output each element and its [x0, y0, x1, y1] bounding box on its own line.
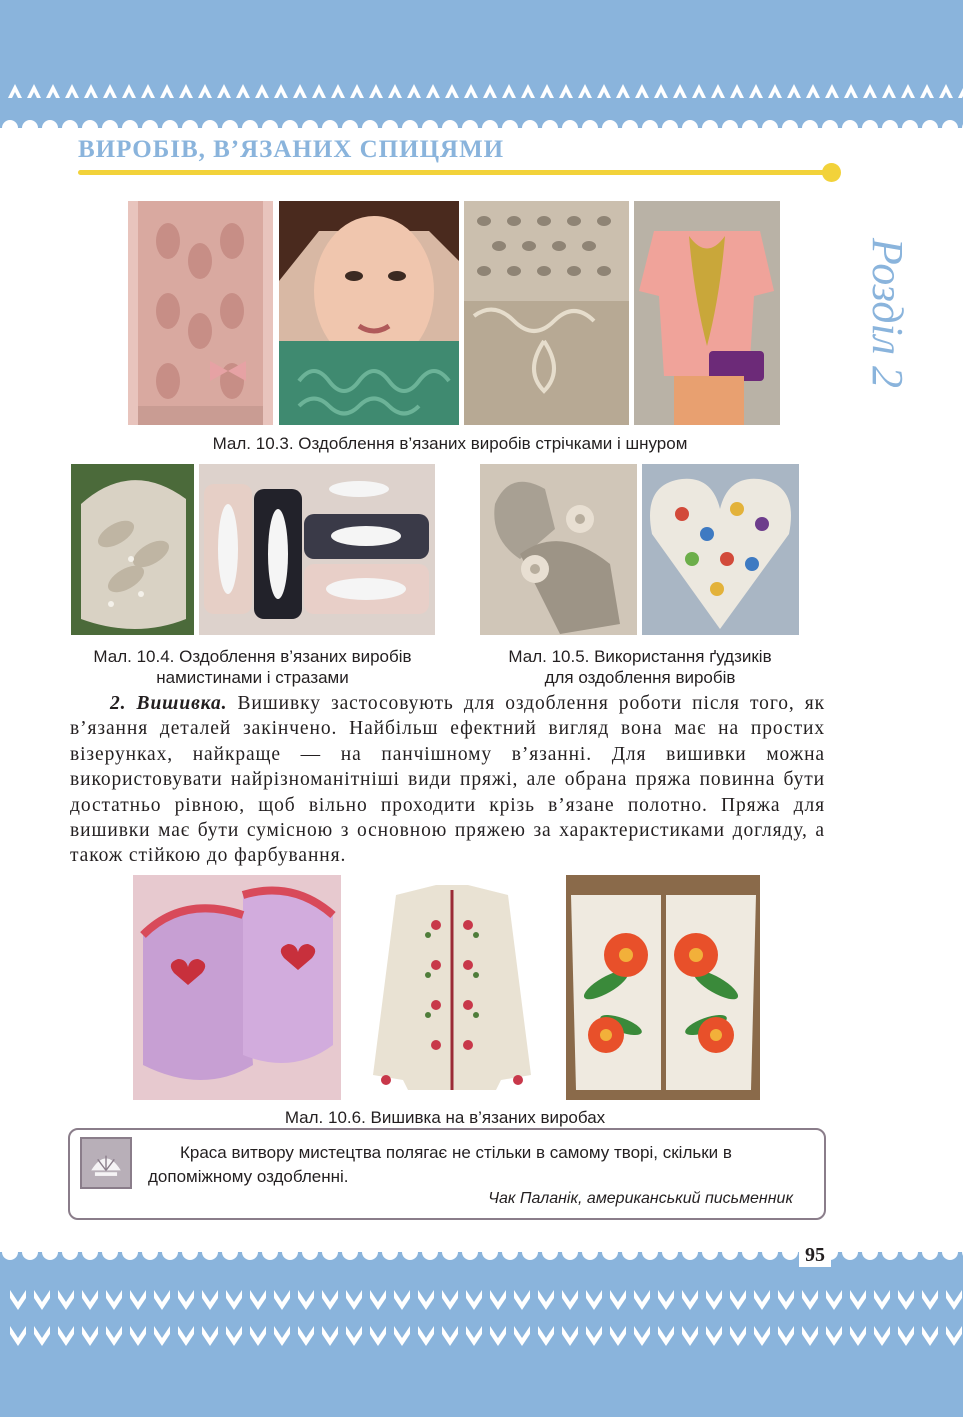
section-title: ВИРОБІВ, В’ЯЗАНИХ СПИЦЯМИ [78, 136, 505, 163]
caption-fig-10-5-line2: для оздоблення виробів [544, 668, 736, 687]
photo-heart-pillow-buttons [642, 464, 799, 635]
photo-headbands-rhinestones [199, 464, 435, 635]
header-band [0, 0, 963, 128]
title-underline-dot [822, 163, 841, 182]
caption-fig-10-5 [470, 646, 810, 688]
body-paragraph [70, 691, 825, 869]
body-text: Вишивку застосовують для оздоблення роботи після того, як в’язання деталей закінчено. Найбільш ефектний вигляд вона має на простих візерунках, найкраще — на панчішному в’язанні. Для вишивки можна використовувати найрізноманітніші види пряжі, але обрана пряжа повинна бути достатньо рівною, щоб вільно проходити крізь в’язане полотно. Пряжа для вишивки має бути сумісною з основною пряжею за характеристиками догляду, а також стійкою до фарбування. [70, 693, 826, 867]
photo-mittens-buttons [480, 464, 637, 635]
footer-pattern-border [0, 1252, 963, 1417]
caption-fig-10-6: Мал. 10.6. Вишивка на в’язаних виробах [284, 1108, 606, 1127]
photo-girl-green-collar [279, 201, 459, 425]
page-number: 95 [799, 1244, 831, 1267]
quote-author: Чак Паланік, американський письменник [488, 1190, 793, 1207]
photo-cream-cardigan [356, 875, 548, 1100]
photo-embroidered-mittens [566, 875, 760, 1100]
photo-knit-hat-beads [71, 464, 194, 635]
photo-beige-knit-cord [464, 201, 629, 425]
quote-text-content: Краса витвору мистецтва полягає не стільки в самому творі, скільки в допоміжному оздобленні. [148, 1143, 732, 1186]
chapter-label: Розділ 2 [863, 238, 912, 388]
header-scallop-border [0, 0, 963, 128]
quote-text [148, 1141, 798, 1189]
title-underline [78, 170, 833, 175]
caption-fig-10-4-line1: Мал. 10.4. Оздоблення в’язаних виробів [93, 647, 412, 666]
footer-band [0, 1252, 963, 1417]
photo-pink-knit-dress [128, 201, 273, 425]
photo-pink-sweater-gold [634, 201, 780, 425]
photo-pink-slippers [133, 875, 341, 1100]
body-lead: 2. Вишивка. [110, 693, 228, 714]
caption-fig-10-4-line2: намистинами і стразами [156, 668, 349, 687]
caption-fig-10-3: Мал. 10.3. Оздоблення в’язаних виробів стрічками і шнуром [212, 434, 688, 453]
caption-fig-10-5-line1: Мал. 10.5. Використання ґудзиків [508, 647, 772, 666]
quote-shell-icon [80, 1137, 132, 1189]
caption-fig-10-4 [60, 646, 445, 688]
